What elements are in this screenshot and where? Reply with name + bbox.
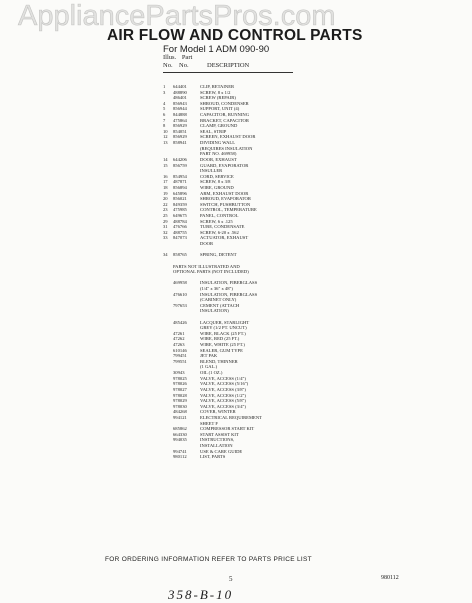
part-no: 856929 [173, 134, 187, 140]
illus-no: 4 [163, 100, 166, 106]
illus-no: 18 [163, 184, 168, 190]
description: SCREW (REPAIR) [200, 95, 236, 101]
description: SPRING, DETENT [200, 252, 237, 258]
part-no: 978029 [173, 398, 187, 404]
description: INSTALLATION [200, 443, 233, 448]
part-no: 847073 [173, 235, 187, 241]
description: SCREW, 6 x .125 [200, 218, 233, 224]
part-no: 856759 [173, 162, 187, 168]
description: WIRE, WHITE (25 FT.) [200, 342, 245, 348]
description: ARM, EXHAUST DOOR [200, 190, 249, 196]
description: VALVE, ACCESS (1/2") [200, 392, 246, 398]
description: VALVE, ACCESS (3/8") [200, 386, 246, 392]
description: SHROUD, CONDENSER [200, 100, 249, 106]
illus-no: 13 [163, 140, 168, 146]
part-no: 856929 [173, 123, 187, 129]
part-header: Part [181, 54, 193, 61]
no-header-2: No. [179, 62, 189, 69]
model-subtitle: For Model 1 ADM 090-90 [163, 44, 270, 55]
description: INSULATION) [200, 308, 229, 314]
part-no: 797653 [173, 302, 187, 308]
description: VALVE, ACCESS (5/8") [200, 398, 246, 404]
illus-no: 5 [163, 106, 166, 112]
description: DIVIDING WALL [200, 140, 235, 146]
parts-list [163, 84, 363, 460]
parts-row [163, 454, 363, 460]
illus-no: 25 [163, 213, 168, 219]
description: GUARD, EVAPORATOR [200, 162, 249, 168]
description: (1/4" x 36" x 48") [200, 285, 233, 291]
description: SWITCH, PUSHBUTTON [200, 201, 251, 207]
part-no: 978028 [173, 392, 187, 398]
illus-no: 16 [163, 173, 168, 179]
part-no: 856894 [173, 184, 187, 190]
part-no: 994035 [173, 437, 187, 443]
no-header-1: No. [163, 62, 173, 69]
description: INSULATION, FIBERGLASS [200, 280, 258, 286]
description: CORD, SERVICE [200, 173, 234, 179]
description: DOOR [200, 241, 214, 247]
description: JET PAK [200, 353, 218, 359]
description: SCREW, 8 x 3/8 [200, 179, 231, 185]
description: CLAMP, GROUND [200, 123, 238, 129]
page-title: AIR FLOW AND CONTROL PARTS [107, 27, 363, 44]
description: PANEL, CONTROL [200, 213, 239, 219]
illus-header: Illus. [163, 54, 177, 61]
description: VALVE, ACCESS (3/4") [200, 403, 246, 409]
description: SEALER, GUM TYPE [200, 347, 243, 353]
description: SUPPORT, UNIT (4) [200, 106, 240, 112]
illus-no: 23 [163, 207, 168, 213]
part-no: 487871 [173, 179, 187, 185]
description: CEMENT (ATTACH [200, 302, 240, 308]
part-no: PARTS NOT ILLUSTRATED AND [173, 263, 240, 269]
description: BLEND, THINNER [200, 358, 238, 364]
description: BRACKET, CAPACITOR [200, 117, 249, 123]
illus-no: 7 [163, 117, 166, 123]
illus-no: 8 [163, 123, 166, 129]
part-no: 47263 [173, 342, 185, 348]
description: LIST, PARTS [200, 454, 226, 460]
part-no: 980112 [173, 454, 187, 460]
description: SCREEN, EXHAUST DOOR [200, 134, 256, 140]
description: START ASSIST KIT [200, 431, 239, 437]
part-no: 486401 [173, 95, 187, 101]
description: VALVE, ACCESS (1/4") [200, 375, 246, 381]
description: INSULATION, FIBERGLASS [200, 291, 258, 297]
illus-no: 1 [163, 84, 166, 89]
part-no: 476610 [173, 291, 187, 297]
part-no: 645896 [173, 190, 187, 196]
description: SCREW, 8 x 1/2 [200, 89, 231, 95]
description: INSULLER [200, 168, 223, 174]
illus-no: 3 [163, 89, 166, 95]
part-no: 664330 [173, 431, 187, 437]
part-no: 485426 [173, 319, 187, 325]
description: SEAL, STRIP [200, 128, 227, 134]
description: INSTRUCTIONS, [200, 437, 235, 443]
illus-no: 6 [163, 112, 166, 118]
description: WIRE, GROUND [200, 184, 234, 190]
part-no: 994121 [173, 414, 187, 420]
description: VALVE, ACCESS (5/16") [200, 381, 249, 387]
illus-no: 12 [163, 134, 168, 140]
part-no: 644401 [173, 84, 187, 89]
ordering-footer: FOR ORDERING INFORMATION REFER TO PARTS PRICE LIST [105, 556, 312, 563]
description: (CABINET ONLY) [200, 297, 237, 303]
column-header-top [163, 54, 192, 61]
part-no: 610146 [173, 347, 187, 353]
illus-no: 22 [163, 201, 168, 207]
part-no: 856944 [173, 106, 187, 112]
part-no: OPTIONAL PARTS (NOT INCLUDED) [173, 269, 249, 275]
part-no: 685862 [173, 426, 187, 432]
description: PART NO. 469958) [200, 151, 237, 157]
illus-no: 34 [163, 252, 168, 258]
part-no: 475864 [173, 117, 187, 123]
part-no: 856943 [173, 100, 187, 106]
description: (REQUIRES INSULATION [200, 145, 253, 151]
part-no: 47262 [173, 336, 185, 342]
illus-no: 32 [163, 229, 168, 235]
part-no: 854954 [173, 173, 187, 179]
part-no: 30943 [173, 370, 185, 376]
part-no: 488890 [173, 89, 187, 95]
description-header: DESCRIPTION [207, 62, 250, 69]
part-no: 858765 [173, 252, 187, 258]
part-no: 649675 [173, 213, 187, 219]
part-no: 799451 [173, 353, 187, 359]
part-no: 488755 [173, 229, 187, 235]
part-no: 488784 [173, 218, 187, 224]
description: GREY (1/2 PT. UNCUT) [200, 325, 247, 331]
illus-no: 17 [163, 179, 168, 185]
description: WIRE, RED (25 FT.) [200, 336, 240, 342]
illus-no: 33 [163, 235, 168, 241]
description: LACQUER, STARLIGHT [200, 319, 250, 325]
part-no: 476766 [173, 224, 187, 230]
illus-no: 14 [163, 156, 168, 162]
part-no: 854051 [173, 128, 187, 134]
description: WIRE, BLACK (25 FT.) [200, 330, 246, 336]
part-no: 47261 [173, 330, 185, 336]
part-no: 644206 [173, 156, 187, 162]
watermark: AppliancePartsPros.com [18, 0, 336, 32]
part-no: 978026 [173, 381, 187, 387]
description: SCREW, 6-20 x .562 [200, 229, 239, 235]
part-no: 484268 [173, 409, 187, 415]
description: (1 GAL.) [200, 364, 218, 370]
part-no: 849359 [173, 201, 187, 207]
part-no: 978030 [173, 403, 187, 409]
part-no: 978025 [173, 375, 187, 381]
description: CAPACITOR, RUNNING [200, 112, 250, 118]
description: SHEET F [200, 420, 218, 426]
part-no: 994741 [173, 448, 187, 454]
part-no: 858941 [173, 140, 187, 146]
page-number: 5 [229, 575, 233, 583]
part-no: 475985 [173, 207, 187, 213]
document-code: 980112 [381, 575, 399, 581]
description: TUBE, CONDENSATE [200, 224, 245, 230]
description: COMPRESSOR START KIT [200, 426, 255, 432]
description: SHROUD, EVAPORATOR [200, 196, 251, 202]
description: OIL (1 OZ.) [200, 370, 223, 376]
description: USE & CARE GUIDE [200, 448, 243, 454]
handwritten-note: 358-B-10 [168, 587, 234, 602]
header-underline [163, 72, 293, 73]
illus-no: 20 [163, 196, 168, 202]
description: ACTUATOR, EXHAUST [200, 235, 249, 241]
part-no: 469958 [173, 280, 187, 286]
illus-no: 15 [163, 162, 168, 168]
description: CLIP, RETAINER [200, 84, 235, 89]
description: ELECTRICAL REQUIREMENT [200, 414, 262, 420]
description: CONTROL, TEMPERATURE [200, 207, 257, 213]
description: DOOR, EXHAUST [200, 156, 237, 162]
part-no: 856021 [173, 196, 187, 202]
part-no: 978027 [173, 386, 187, 392]
illus-no: 10 [163, 128, 168, 134]
part-no: 799551 [173, 358, 187, 364]
illus-no: 29 [163, 218, 168, 224]
illus-no: 31 [163, 224, 168, 230]
illus-no: 19 [163, 190, 168, 196]
description: COVER, WINTER [200, 409, 236, 415]
part-no: 844888 [173, 112, 187, 118]
